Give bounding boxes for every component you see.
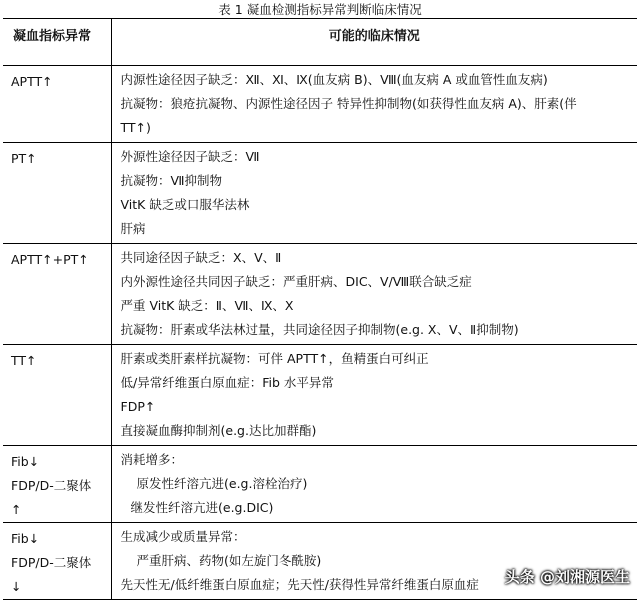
table-header-row (3, 19, 637, 66)
watermark-text: 头条 @刘湘源医生 (504, 568, 630, 586)
header-indicator: 凝血指标异常 (3, 19, 111, 66)
clinical-line: 肝素或类肝素样抗凝物：可伴 APTT↑，鱼精蛋白可纠正 (120, 351, 429, 366)
clinical-line: 内源性途径因子缺乏：Ⅻ、Ⅺ、Ⅸ(血友病 B)、Ⅷ(血友病 A 或血管性血友病) (120, 72, 548, 87)
clinical-cell (112, 345, 638, 445)
table-row (3, 345, 637, 446)
table-row (3, 66, 637, 143)
clinical-line: 外源性途径因子缺乏：Ⅶ (120, 149, 260, 164)
indicator-line: ↓ (11, 579, 22, 594)
clinical-line: TT↑) (120, 120, 151, 135)
indicator-line: PT↑ (11, 151, 37, 166)
indicator-cell (3, 446, 111, 522)
header-clinical: 可能的临床情况 (111, 19, 637, 66)
indicator-line: ↑ (11, 502, 22, 517)
clinical-line: 抗凝物：Ⅶ抑制物 (120, 173, 222, 188)
clinical-cell (112, 446, 638, 522)
clinical-line: 共同途径因子缺乏：X、V、Ⅱ (120, 250, 282, 265)
clinical-cell (112, 143, 638, 243)
indicator-line: APTT↑+PT↑ (11, 252, 89, 267)
clinical-line: 肝病 (120, 221, 146, 236)
indicator-line: Fib↓ (11, 531, 40, 546)
clinical-cell (112, 244, 638, 344)
clinical-line: FDP↑ (120, 399, 156, 414)
indicator-cell (3, 66, 111, 94)
indicator-cell (3, 345, 111, 373)
table-row (3, 244, 637, 345)
clinical-line: 消耗增多： (120, 452, 184, 467)
table-caption: 表 1 凝血检测指标异常判断临床情况 (218, 2, 422, 17)
table-row (3, 523, 637, 600)
indicator-cell (3, 244, 111, 272)
indicator-line: TT↑ (11, 353, 37, 368)
clinical-line: VitK 缺乏或口服华法林 (120, 197, 250, 212)
clinical-line: 继发性纤溶亢进(e.g.DIC) (130, 500, 274, 515)
clinical-line: 生成减少或质量异常： (120, 529, 246, 544)
clinical-line: 直接凝血酶抑制剂(e.g.达比加群酯) (120, 423, 317, 438)
coagulation-table (3, 18, 637, 600)
indicator-line: APTT↑ (11, 74, 53, 89)
indicator-line: Fib↓ (11, 454, 40, 469)
indicator-cell (3, 523, 111, 599)
clinical-line: 先天性无/低纤维蛋白原血症；先天性/获得性异常纤维蛋白原血症 (120, 577, 479, 592)
clinical-line: 内外源性途径共同因子缺乏：严重肝病、DIC、V/Ⅷ联合缺乏症 (120, 274, 472, 289)
table-row (3, 446, 637, 523)
clinical-cell (112, 66, 638, 142)
indicator-line: FDP/D-二聚体 (11, 478, 92, 493)
indicator-line: FDP/D-二聚体 (11, 555, 92, 570)
clinical-line: 抗凝物：狼疮抗凝物、内源性途径因子 特异性抑制物(如获得性血友病 A)、肝素(伴 (120, 96, 577, 111)
clinical-line: 低/异常纤维蛋白原血症：Fib 水平异常 (120, 375, 334, 390)
clinical-line: 原发性纤溶亢进(e.g.溶栓治疗) (136, 476, 308, 491)
table-row (3, 143, 637, 244)
clinical-line: 严重肝病、药物(如左旋门冬酰胺) (136, 553, 322, 568)
indicator-cell (3, 143, 111, 171)
clinical-line: 抗凝物：肝素或华法林过量，共同途径因子抑制物(e.g. X、V、Ⅱ抑制物) (120, 322, 519, 337)
clinical-line: 严重 VitK 缺乏：Ⅱ、Ⅶ、Ⅸ、X (120, 298, 294, 313)
clinical-cell (112, 523, 638, 599)
